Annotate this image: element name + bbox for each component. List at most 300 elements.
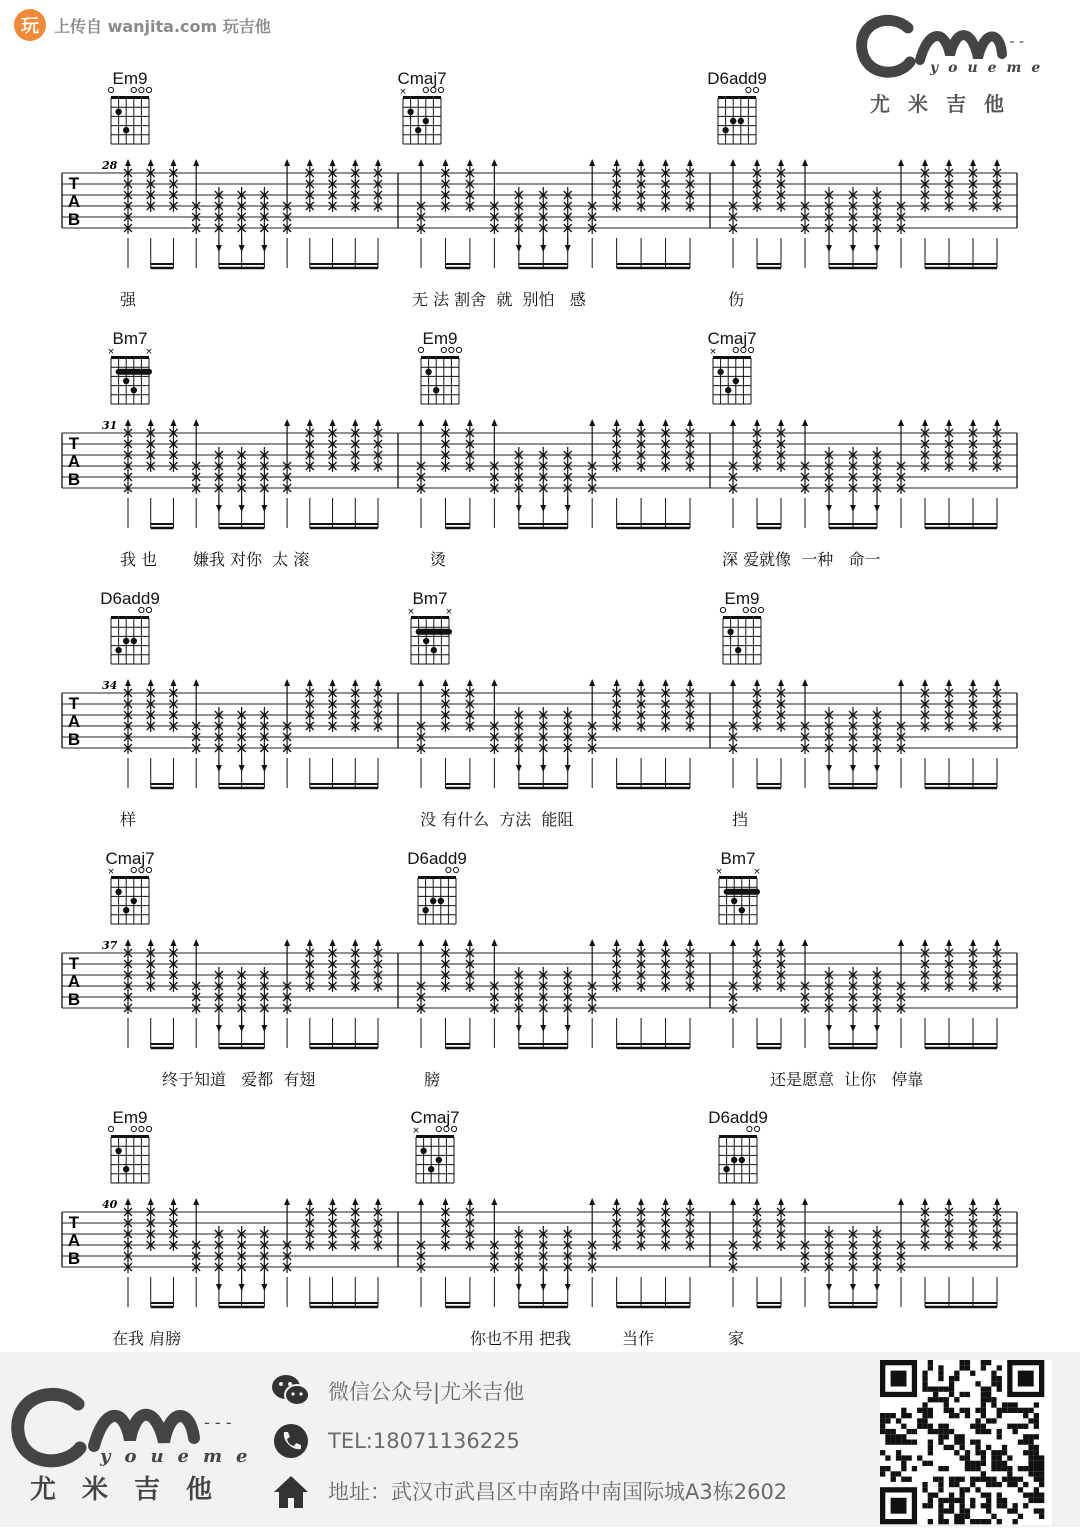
qr-module [928, 1498, 933, 1503]
strum-arrow-up [375, 679, 381, 686]
chord-dot [431, 647, 437, 653]
chord-dot [123, 378, 129, 384]
qr-module [922, 1381, 927, 1386]
qr-module [1028, 1434, 1033, 1439]
footer [0, 1352, 1080, 1527]
qr-module [938, 1487, 943, 1492]
tab-clef-letter: B [67, 730, 81, 749]
strum-arrow-up [589, 159, 595, 166]
qr-module [912, 1440, 917, 1445]
qr-module [986, 1508, 991, 1513]
strum-arrow-up [375, 159, 381, 166]
strum-arrow-up [442, 1198, 448, 1205]
strum-arrow-up [802, 1198, 808, 1205]
strum-arrow-up [284, 939, 290, 946]
lyric-text: 伤 [728, 290, 745, 309]
chord-nut [718, 96, 756, 99]
qr-module [907, 1429, 912, 1434]
strum-arrow-up [418, 159, 424, 166]
chord-open-string [139, 607, 144, 612]
qr-module [896, 1418, 901, 1423]
qr-module [970, 1466, 975, 1471]
qr-module [975, 1408, 980, 1413]
strum-arrow-up [125, 939, 131, 946]
qr-module [928, 1503, 933, 1508]
chord-dot [717, 369, 723, 375]
qr-module [907, 1440, 912, 1445]
qr-module [960, 1519, 965, 1524]
chord-dot [739, 907, 745, 913]
qr-module [1002, 1445, 1007, 1450]
qr-module [1013, 1503, 1018, 1508]
qr-module [901, 1408, 906, 1413]
strum-arrow-up [663, 159, 669, 166]
qr-module [997, 1482, 1002, 1487]
qr-module [1013, 1519, 1018, 1524]
bar-number: 34 [102, 679, 118, 692]
qr-module [1007, 1477, 1012, 1482]
strum-arrow-up [491, 939, 497, 946]
strum-arrow-up [778, 419, 784, 426]
strum-arrow-up [730, 939, 736, 946]
qr-module [991, 1402, 996, 1407]
qr-module [991, 1461, 996, 1466]
strum-arrow-up [802, 939, 808, 946]
lyric-text: 嫌我 对你 太 滚 [193, 550, 310, 569]
qr-module [880, 1418, 885, 1423]
strum-arrow-up [352, 159, 358, 166]
qr-module [954, 1482, 959, 1487]
tab-clef-letter: T [68, 434, 80, 453]
qr-module [981, 1424, 986, 1429]
qr-module [933, 1493, 938, 1498]
qr-module [965, 1360, 970, 1365]
qr-module [949, 1381, 954, 1386]
strum-arrow-up [148, 159, 154, 166]
qr-module [880, 1413, 885, 1418]
qr-module [944, 1498, 949, 1503]
chord-open-string [449, 347, 454, 352]
chord-name: Em9 [112, 69, 148, 88]
chord-open-string [438, 87, 443, 92]
strum-arrow-up [687, 159, 693, 166]
chord-dot [425, 369, 431, 375]
tel-text[interactable]: TEL:18071136225 [328, 1429, 520, 1453]
address-text: 地址：武汉市武昌区中南路中南国际城A3栋2602 [328, 1480, 788, 1504]
qr-module [949, 1503, 954, 1508]
strum-arrow-up [922, 1198, 928, 1205]
qr-module [1028, 1493, 1033, 1498]
qr-module [1039, 1482, 1044, 1487]
qr-module [938, 1434, 943, 1439]
strum-arrow-up [663, 679, 669, 686]
chord-open-string [139, 1126, 144, 1131]
chord-barre [416, 629, 452, 635]
qr-module [1007, 1471, 1012, 1476]
qr-module [938, 1387, 943, 1392]
strum-arrow-up [638, 939, 644, 946]
qr-module [1023, 1493, 1028, 1498]
qr-module [922, 1376, 927, 1381]
qr-module [1002, 1477, 1007, 1482]
chord-nut [421, 356, 459, 359]
qr-module [986, 1482, 991, 1487]
chord-name: D6add9 [708, 1108, 768, 1127]
qr-module [954, 1450, 959, 1455]
qr-module [975, 1487, 980, 1492]
chord-nut [713, 356, 751, 359]
qr-module [970, 1482, 975, 1487]
qr-module [960, 1514, 965, 1519]
tab-system [62, 849, 1017, 1089]
tab-clef-letter: T [68, 174, 80, 193]
chord-open-string [754, 1126, 759, 1131]
qr-module [1028, 1418, 1033, 1423]
qr-module [970, 1477, 975, 1482]
qr-module [880, 1466, 885, 1471]
qr-module [1028, 1466, 1033, 1471]
qr-module [885, 1466, 890, 1471]
qr-module [907, 1477, 912, 1482]
qr-module [981, 1365, 986, 1370]
qr-module [965, 1508, 970, 1513]
qr-module [981, 1461, 986, 1466]
qr-module [922, 1387, 927, 1392]
qr-module [885, 1440, 890, 1445]
qr-finder-core [1018, 1371, 1034, 1387]
strum-arrow-up [442, 939, 448, 946]
strum-arrow-up [638, 679, 644, 686]
qr-code[interactable] [880, 1360, 1052, 1525]
qr-module [1013, 1408, 1018, 1413]
qr-module [949, 1387, 954, 1392]
upload-source-text[interactable]: 上传自 wanjita.com 玩吉他 [54, 16, 271, 36]
qr-module [1023, 1440, 1028, 1445]
strum-arrow-up [778, 159, 784, 166]
chord-open-string [131, 867, 136, 872]
qr-module [960, 1392, 965, 1397]
tel-row [270, 1416, 850, 1466]
qr-module [1034, 1477, 1039, 1482]
qr-module [1034, 1493, 1039, 1498]
qr-module [896, 1440, 901, 1445]
qr-module [896, 1434, 901, 1439]
strum-arrow-up [148, 1198, 154, 1205]
strum-arrow-up [148, 939, 154, 946]
qr-module [928, 1461, 933, 1466]
qr-module [1039, 1461, 1044, 1466]
qr-module [954, 1498, 959, 1503]
qr-module [1034, 1498, 1039, 1503]
strum-arrow-up [778, 1198, 784, 1205]
lyric-text: 还是愿意 让你 停靠 [770, 1070, 924, 1089]
chord-dot [738, 118, 744, 124]
qr-module [981, 1402, 986, 1407]
qr-module [975, 1440, 980, 1445]
tab-system [62, 329, 1017, 569]
chord-dot [420, 1148, 426, 1154]
qr-module [991, 1455, 996, 1460]
strum-arrow-up [330, 419, 336, 426]
chord-dot [725, 387, 731, 393]
qr-module [954, 1514, 959, 1519]
strum-arrow-up [946, 939, 952, 946]
chord-muted-string: × [445, 607, 453, 617]
chord-nut [111, 96, 149, 99]
chord-open-string [108, 1126, 113, 1131]
strum-arrow-up [946, 159, 952, 166]
qr-module [997, 1429, 1002, 1434]
lyric-text: 深 爱就像 一种 命一 [722, 550, 881, 569]
lyric-text: 挡 [732, 810, 749, 829]
qr-module [997, 1455, 1002, 1460]
footer-youeme-logo-icon [8, 1382, 258, 1512]
qr-module [986, 1503, 991, 1508]
qr-module [981, 1503, 986, 1508]
qr-module [991, 1418, 996, 1423]
strum-arrow-up [330, 1198, 336, 1205]
qr-module [1028, 1408, 1033, 1413]
strum-arrow-up [467, 419, 473, 426]
chord-open-string [746, 87, 751, 92]
qr-module [997, 1493, 1002, 1498]
qr-module [975, 1381, 980, 1386]
qr-module [997, 1503, 1002, 1508]
strum-arrow-up [754, 1198, 760, 1205]
qr-module [885, 1413, 890, 1418]
qr-module [912, 1466, 917, 1471]
strum-arrow-up [125, 159, 131, 166]
qr-module [896, 1450, 901, 1455]
qr-module [981, 1408, 986, 1413]
qr-module [965, 1413, 970, 1418]
qr-module [944, 1408, 949, 1413]
qr-module [997, 1519, 1002, 1524]
chord-name: Cmaj7 [105, 849, 155, 868]
qr-module [933, 1397, 938, 1402]
chord-open-string [751, 607, 756, 612]
chord-dot [730, 118, 736, 124]
qr-module [1002, 1466, 1007, 1471]
qr-module [1013, 1429, 1018, 1434]
qr-module [938, 1397, 943, 1402]
qr-module [965, 1514, 970, 1519]
qr-module [991, 1371, 996, 1376]
qr-module [986, 1387, 991, 1392]
strum-arrow-up [589, 939, 595, 946]
chord-open-string [131, 1126, 136, 1131]
strum-arrow-up [922, 159, 928, 166]
chord-barre [116, 369, 152, 375]
strum-arrow-up [352, 419, 358, 426]
qr-module [1007, 1466, 1012, 1471]
qr-module [981, 1493, 986, 1498]
qr-module [1034, 1434, 1039, 1439]
qr-module [965, 1450, 970, 1455]
qr-module [922, 1482, 927, 1487]
qr-finder-core [891, 1371, 907, 1387]
strum-arrow-up [125, 679, 131, 686]
qr-module [928, 1413, 933, 1418]
qr-module [991, 1381, 996, 1386]
lyric-text: 样 [120, 810, 137, 829]
qr-module [928, 1365, 933, 1370]
strum-arrow-up [638, 159, 644, 166]
qr-module [991, 1376, 996, 1381]
chord-nut [111, 1135, 149, 1138]
qr-module [1034, 1471, 1039, 1476]
chord-dot [123, 127, 129, 133]
chord-open-string [139, 87, 144, 92]
qr-module [960, 1477, 965, 1482]
strum-arrow-up [330, 939, 336, 946]
chord-muted-string: × [399, 87, 407, 97]
strum-arrow-up [970, 159, 976, 166]
qr-module [901, 1466, 906, 1471]
chord-open-string [747, 1126, 752, 1131]
qr-module [928, 1360, 933, 1365]
bar-number: 40 [102, 1198, 118, 1211]
strum-arrow-up [802, 419, 808, 426]
strum-arrow-up [994, 1198, 1000, 1205]
qr-module [1018, 1440, 1023, 1445]
qr-module [1028, 1461, 1033, 1466]
qr-module [891, 1413, 896, 1418]
chord-muted-string: × [715, 867, 723, 877]
strum-arrow-up [193, 939, 199, 946]
qr-module [986, 1397, 991, 1402]
chord-dot [423, 118, 429, 124]
qr-module [901, 1413, 906, 1418]
chord-open-string [436, 1126, 441, 1131]
chord-dot [115, 647, 121, 653]
qr-module [938, 1477, 943, 1482]
qr-module [928, 1519, 933, 1524]
qr-finder-core [891, 1498, 907, 1514]
qr-module [965, 1455, 970, 1460]
qr-module [1039, 1508, 1044, 1513]
qr-module [997, 1408, 1002, 1413]
qr-module [1023, 1503, 1028, 1508]
qr-module [991, 1514, 996, 1519]
qr-module [954, 1440, 959, 1445]
chord-dot [722, 127, 728, 133]
chord-name: Em9 [724, 589, 760, 608]
qr-module [1013, 1482, 1018, 1487]
chord-open-string [139, 867, 144, 872]
qr-module [1028, 1471, 1033, 1476]
strum-arrow-up [352, 679, 358, 686]
qr-module [1013, 1477, 1018, 1482]
chord-name: Bm7 [112, 329, 148, 348]
wechat-icon [270, 1370, 312, 1412]
qr-module [1002, 1503, 1007, 1508]
chord-dot [415, 127, 421, 133]
qr-module [928, 1429, 933, 1434]
lyric-text: 家 [728, 1329, 745, 1348]
qr-module [1028, 1440, 1033, 1445]
qr-module [975, 1418, 980, 1423]
qr-module [938, 1371, 943, 1376]
tab-clef-letter: A [67, 972, 81, 991]
strum-arrow-up [638, 1198, 644, 1205]
chord-muted-string: × [412, 1126, 420, 1136]
chord-nut [111, 616, 149, 619]
strum-arrow-up [730, 1198, 736, 1205]
strum-arrow-up [148, 419, 154, 426]
qr-module [991, 1450, 996, 1455]
qr-module [1023, 1466, 1028, 1471]
strum-arrow-up [614, 679, 620, 686]
qr-module [949, 1477, 954, 1482]
strum-arrow-up [922, 939, 928, 946]
strum-arrow-up [614, 159, 620, 166]
qr-module [975, 1424, 980, 1429]
qr-module [891, 1471, 896, 1476]
qr-module [1002, 1402, 1007, 1407]
qr-module [938, 1503, 943, 1508]
strum-arrow-up [970, 939, 976, 946]
qr-module [960, 1365, 965, 1370]
qr-module [965, 1408, 970, 1413]
qr-module [938, 1482, 943, 1487]
qr-module [975, 1429, 980, 1434]
chord-open-string [733, 347, 738, 352]
strum-arrow-up [663, 419, 669, 426]
qr-module [949, 1429, 954, 1434]
qr-module [960, 1487, 965, 1492]
qr-module [949, 1508, 954, 1513]
tab-clef-letter: B [67, 470, 81, 489]
qr-module [880, 1450, 885, 1455]
svg-text:- - -: - - - [204, 1413, 232, 1432]
qr-module [1018, 1487, 1023, 1492]
qr-module [949, 1482, 954, 1487]
chord-muted-string: × [107, 347, 115, 357]
chord-dot [723, 1166, 729, 1172]
strum-arrow-up [307, 419, 313, 426]
qr-module [1039, 1477, 1044, 1482]
tab-clef-letter: T [68, 694, 80, 713]
wanjita-logo-icon: 玩 [14, 9, 46, 41]
strum-arrow-up [730, 679, 736, 686]
qr-module [901, 1424, 906, 1429]
qr-module [991, 1466, 996, 1471]
qr-module [1002, 1450, 1007, 1455]
qr-module [1028, 1455, 1033, 1460]
qr-module [997, 1466, 1002, 1471]
chord-name: Bm7 [412, 589, 448, 608]
lyric-text: 膀 [424, 1070, 441, 1089]
qr-module [928, 1424, 933, 1429]
qr-module [1002, 1498, 1007, 1503]
qr-module [960, 1455, 965, 1460]
qr-module [981, 1429, 986, 1434]
chord-name: Bm7 [720, 849, 756, 868]
tab-clef-letter: T [68, 1213, 80, 1232]
qr-module [1039, 1493, 1044, 1498]
chord-name: Em9 [112, 1108, 148, 1127]
strum-arrow-up [730, 419, 736, 426]
qr-module [997, 1365, 1002, 1370]
strum-arrow-up [467, 159, 473, 166]
qr-module [960, 1493, 965, 1498]
strum-arrow-up [193, 159, 199, 166]
strum-arrow-up [442, 419, 448, 426]
strum-arrow-up [330, 159, 336, 166]
qr-module [1034, 1402, 1039, 1407]
chord-open-string [720, 607, 725, 612]
